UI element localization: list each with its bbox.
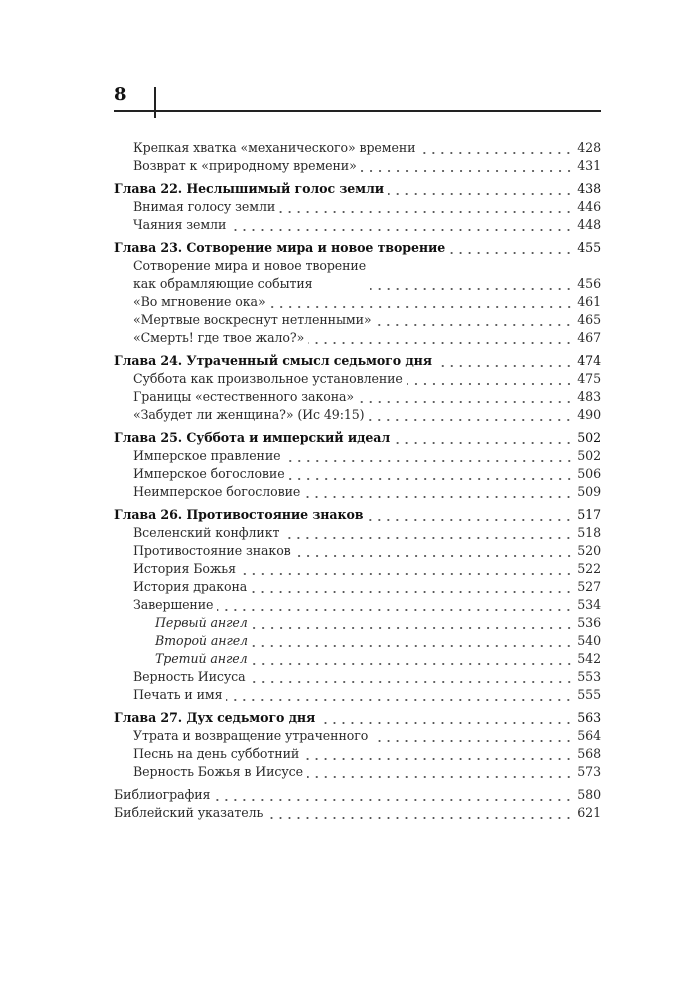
toc-entry-page: 455 [577, 240, 601, 255]
toc-entry-page: 483 [577, 389, 601, 404]
toc-entry-title: Внимая голосу земли [133, 199, 276, 214]
toc-entry [114, 727, 601, 745]
toc-entry-page: 555 [577, 687, 601, 702]
toc-entry [114, 560, 601, 578]
toc-entry [114, 198, 601, 216]
toc-entry [114, 524, 601, 542]
toc-entry-title: Границы «естественного закона» [133, 389, 355, 404]
toc-entry [114, 804, 601, 822]
toc-entry-page: 568 [577, 746, 601, 761]
dot-leader [307, 763, 573, 781]
page-number: 8 [114, 84, 127, 105]
toc-entry-page: 474 [577, 353, 601, 368]
toc-entry-page: 517 [577, 507, 601, 522]
toc-entry [114, 578, 601, 596]
toc-entry-title: Библейский указатель [114, 805, 264, 820]
toc-entry-title: Верность Божья в Иисусе [133, 764, 303, 779]
toc-entry-page: 502 [577, 430, 601, 445]
dot-leader [449, 239, 573, 257]
toc-entry-title: Утрата и возвращение утраченного [133, 728, 369, 743]
dot-leader [251, 578, 573, 596]
dot-leader [358, 388, 573, 406]
toc-entry-title: Сотворение мира и новое творение как обрамляющие события [133, 258, 367, 291]
dot-leader [270, 293, 574, 311]
toc-chapter-entry [114, 239, 601, 257]
toc-entry-page: 456 [577, 276, 601, 291]
dot-leader [252, 632, 573, 650]
toc-entry [114, 406, 601, 424]
toc-entry-page: 522 [577, 561, 601, 576]
toc-chapter-entry [114, 352, 601, 370]
toc-entry [114, 388, 601, 406]
toc-entry [114, 668, 601, 686]
toc-entry [114, 329, 601, 347]
toc-entry-page: 540 [577, 633, 601, 648]
header-vertical-rule [154, 87, 156, 118]
toc-entry-title: Крепкая хватка «механического» времени [133, 140, 416, 155]
toc-entry [114, 632, 601, 650]
toc-entry-title: Верность Иисуса [133, 669, 246, 684]
toc-entry-page: 446 [577, 199, 601, 214]
toc-entry-title: Вселенский конфликт [133, 525, 280, 540]
toc-entry-page: 461 [577, 294, 601, 309]
dot-leader [407, 370, 573, 388]
dot-leader [295, 542, 574, 560]
dot-leader [361, 157, 574, 175]
toc-entry-page: 563 [577, 710, 601, 725]
toc-entry [114, 370, 601, 388]
dot-leader [436, 352, 573, 370]
dot-leader [250, 668, 574, 686]
toc-entry-page: 465 [577, 312, 601, 327]
toc-entry-title: Противостояние знаков [133, 543, 291, 558]
dot-leader [283, 524, 573, 542]
toc-entry [114, 763, 601, 781]
toc-entry-title: Третий ангел [155, 651, 248, 666]
toc-entry-title: Печать и имя [133, 687, 223, 702]
toc-entry [114, 542, 601, 560]
dot-leader [252, 614, 574, 632]
header-rule [114, 110, 601, 112]
toc-entry-title: Первый ангел [155, 615, 248, 630]
toc-entry-page: 518 [577, 525, 601, 540]
toc-entry-title: Библиография [114, 787, 211, 802]
dot-leader [319, 709, 573, 727]
dot-leader [303, 745, 573, 763]
toc-entry-page: 580 [577, 787, 601, 802]
dot-leader [230, 216, 573, 234]
toc-entry-title: Глава 26. Противостояние знаков [114, 507, 364, 522]
toc-entry-page: 542 [577, 651, 601, 666]
toc-entry-title: Имперское богословие [133, 466, 285, 481]
toc-entry-page: 564 [577, 728, 601, 743]
toc-entry-title: Глава 22. Неслышимый голос земли [114, 181, 385, 196]
toc-entry-page: 475 [577, 371, 601, 386]
toc-entry-page: 536 [577, 615, 601, 630]
toc-entry-title: Неимперское богословие [133, 484, 301, 499]
toc-entry-title: История дракона [133, 579, 248, 594]
toc-entry-page: 573 [577, 764, 601, 779]
toc-chapter-entry [114, 506, 601, 524]
dot-leader [394, 429, 573, 447]
toc-entry [114, 614, 601, 632]
dot-leader [368, 406, 573, 424]
dot-leader [252, 650, 574, 668]
toc-entry-title: Глава 25. Суббота и имперский идеал [114, 430, 391, 445]
toc-entry-title: «Мертвые воскреснут нетленными» [133, 312, 372, 327]
toc-entry [114, 596, 601, 614]
toc-entry-title: Песнь на день субботний [133, 746, 300, 761]
toc-entry-title: «Смерть! где твое жало?» [133, 330, 305, 345]
toc-chapter-entry [114, 429, 601, 447]
dot-leader [289, 465, 574, 483]
dot-leader [375, 311, 573, 329]
toc-entry-page: 490 [577, 407, 601, 422]
toc-entry-page: 438 [577, 181, 601, 196]
dot-leader [240, 560, 573, 578]
toc-entry-page: 621 [577, 805, 601, 820]
toc-entry-page: 509 [577, 484, 601, 499]
toc-entry [114, 257, 601, 293]
toc-entry-page: 506 [577, 466, 601, 481]
toc-entry-title: Глава 24. Утраченный смысл седьмого дня [114, 353, 432, 368]
toc-entry-page: 534 [577, 597, 601, 612]
toc-entry-title: Имперское правление [133, 448, 281, 463]
toc-entry-title: «Забудет ли женщина?» (Ис 49:15) [133, 407, 365, 422]
toc-entry-page: 527 [577, 579, 601, 594]
toc-entry-page: 467 [577, 330, 601, 345]
dot-leader [367, 506, 573, 524]
dot-leader [372, 727, 573, 745]
toc-entry [114, 139, 601, 157]
toc-entry-page: 428 [577, 140, 601, 155]
toc-entry-title: «Во мгновение ока» [133, 294, 266, 309]
toc-entry [114, 465, 601, 483]
dot-leader [226, 686, 573, 704]
dot-leader [279, 198, 573, 216]
dot-leader [370, 275, 573, 293]
toc-entry-page: 502 [577, 448, 601, 463]
dot-leader [267, 804, 573, 822]
toc-entry [114, 745, 601, 763]
toc-entry [114, 293, 601, 311]
toc-chapter-entry [114, 180, 601, 198]
toc-entry [114, 311, 601, 329]
toc-entry-title: Чаяния земли [133, 217, 227, 232]
toc-entry-page: 448 [577, 217, 601, 232]
toc-entry [114, 686, 601, 704]
toc-entry [114, 216, 601, 234]
dot-leader [308, 329, 573, 347]
dot-leader [419, 139, 573, 157]
toc-entry-page: 520 [577, 543, 601, 558]
toc-entry [114, 447, 601, 465]
dot-leader [304, 483, 573, 501]
dot-leader [214, 786, 573, 804]
toc-entry-title: Суббота как произвольное установление [133, 371, 403, 386]
toc-entry-title: История Божья [133, 561, 236, 576]
dot-leader [217, 596, 573, 614]
toc-entry-title: Завершение [133, 597, 214, 612]
toc-entry [114, 650, 601, 668]
dot-leader [285, 447, 574, 465]
toc-entry-page: 553 [577, 669, 601, 684]
toc-entry-page: 431 [577, 158, 601, 173]
toc-entry [114, 786, 601, 804]
toc-entry [114, 157, 601, 175]
toc-entry-title: Возврат к «природному времени» [133, 158, 357, 173]
toc-entry-title: Глава 23. Сотворение мира и новое творение [114, 240, 446, 255]
toc-chapter-entry [114, 709, 601, 727]
dot-leader [388, 180, 573, 198]
toc-entry [114, 483, 601, 501]
table-of-contents [114, 139, 601, 822]
toc-entry-title: Второй ангел [155, 633, 248, 648]
toc-entry-title: Глава 27. Дух седьмого дня [114, 710, 316, 725]
